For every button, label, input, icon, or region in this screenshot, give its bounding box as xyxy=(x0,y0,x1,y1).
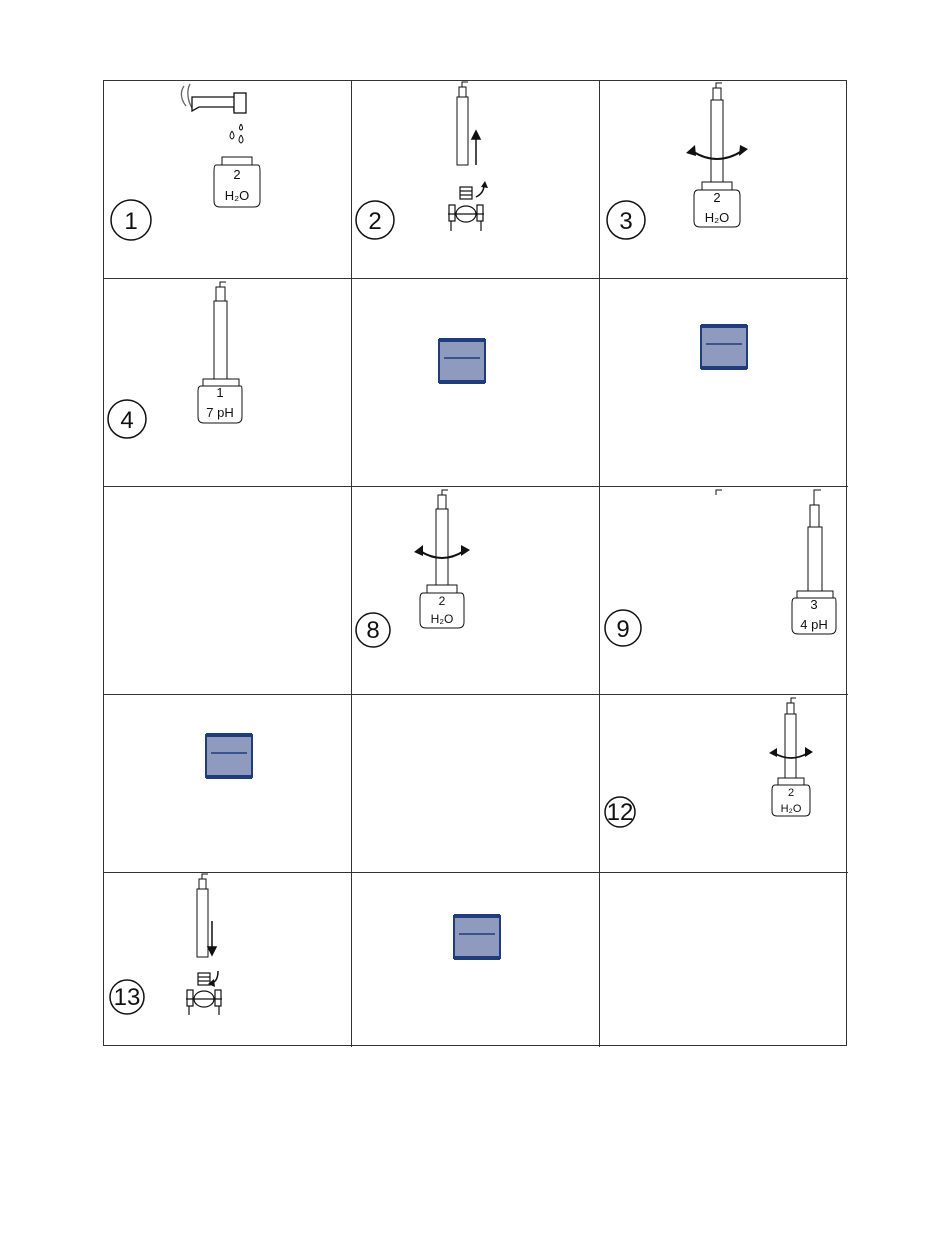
ph-probe-icon xyxy=(457,82,468,165)
bottle-number: 3 xyxy=(810,597,818,612)
arrow-up-icon xyxy=(472,131,480,165)
meter-display-icon xyxy=(104,695,352,873)
step-cell-1 xyxy=(104,81,352,279)
step-number: 3 xyxy=(619,208,633,235)
step-cell-2 xyxy=(352,81,600,279)
step-cell-6 xyxy=(600,279,848,487)
insert-probe-illustration xyxy=(104,873,352,1047)
bottle-number: 2 xyxy=(233,167,241,182)
bottle-number: 1 xyxy=(216,385,224,400)
faucet-bottle-illustration xyxy=(104,81,352,279)
ph-probe-icon xyxy=(711,83,723,182)
step-cell-4 xyxy=(104,279,352,487)
step-cell-14 xyxy=(352,873,600,1047)
calibration-steps-grid xyxy=(103,80,847,1046)
buffer-bottle xyxy=(198,379,242,423)
water-bottle xyxy=(772,778,810,816)
meter-display-icon xyxy=(600,279,848,487)
ph-probe-icon xyxy=(436,490,448,585)
ph-probe-icon xyxy=(197,874,208,957)
step-number: 2 xyxy=(368,208,382,235)
step-cell-3 xyxy=(600,81,848,279)
water-drops-icon xyxy=(230,124,243,143)
step-cell-9 xyxy=(600,487,848,695)
bottle-label: 4 pH xyxy=(800,617,828,632)
remove-probe-illustration xyxy=(352,81,600,279)
step-number: 1 xyxy=(124,208,138,235)
step-cell-13 xyxy=(104,873,352,1047)
rinse-swirl-illustration xyxy=(600,81,848,279)
arrowhead xyxy=(481,181,488,188)
water-bottle xyxy=(214,157,260,207)
step-cell-11 xyxy=(352,695,600,873)
bottle-label: H₂O xyxy=(430,612,454,626)
water-bottle xyxy=(694,182,740,227)
step-cell-7 xyxy=(104,487,352,695)
step-number: 8 xyxy=(366,617,380,644)
bottle-label: H₂O xyxy=(224,188,250,203)
buffer-bottle xyxy=(792,591,836,634)
step-cell-12 xyxy=(600,695,848,873)
arrow-down-icon xyxy=(208,921,216,955)
ph-probe-icon xyxy=(716,490,822,591)
meter-display-icon xyxy=(352,279,600,487)
pipe-fitting-icon xyxy=(448,187,484,231)
immerse-buffer-illustration xyxy=(104,279,352,487)
step-number: 13 xyxy=(113,984,141,1011)
bottle-label: H₂O xyxy=(780,803,802,815)
bottle-number: 2 xyxy=(438,594,446,608)
immerse-buffer-illustration xyxy=(600,487,848,695)
bottle-number: 2 xyxy=(787,787,795,799)
bottle-label: 7 pH xyxy=(206,405,234,420)
step-cell-8 xyxy=(352,487,600,695)
faucet-icon xyxy=(181,84,246,113)
ph-probe-icon xyxy=(214,282,227,379)
bottle-label: H₂O xyxy=(704,210,730,225)
step-number: 4 xyxy=(120,407,134,434)
rinse-swirl-illustration xyxy=(352,487,600,695)
meter-display-icon xyxy=(352,873,600,1047)
step-number: 9 xyxy=(616,616,630,643)
step-cell-15 xyxy=(600,873,848,1047)
step-number: 12 xyxy=(606,799,634,826)
rinse-swirl-illustration xyxy=(600,695,848,873)
water-bottle xyxy=(420,585,464,628)
ph-probe-icon xyxy=(785,698,796,778)
step-cell-5 xyxy=(352,279,600,487)
bottle-number: 2 xyxy=(713,190,721,205)
step-cell-10 xyxy=(104,695,352,873)
